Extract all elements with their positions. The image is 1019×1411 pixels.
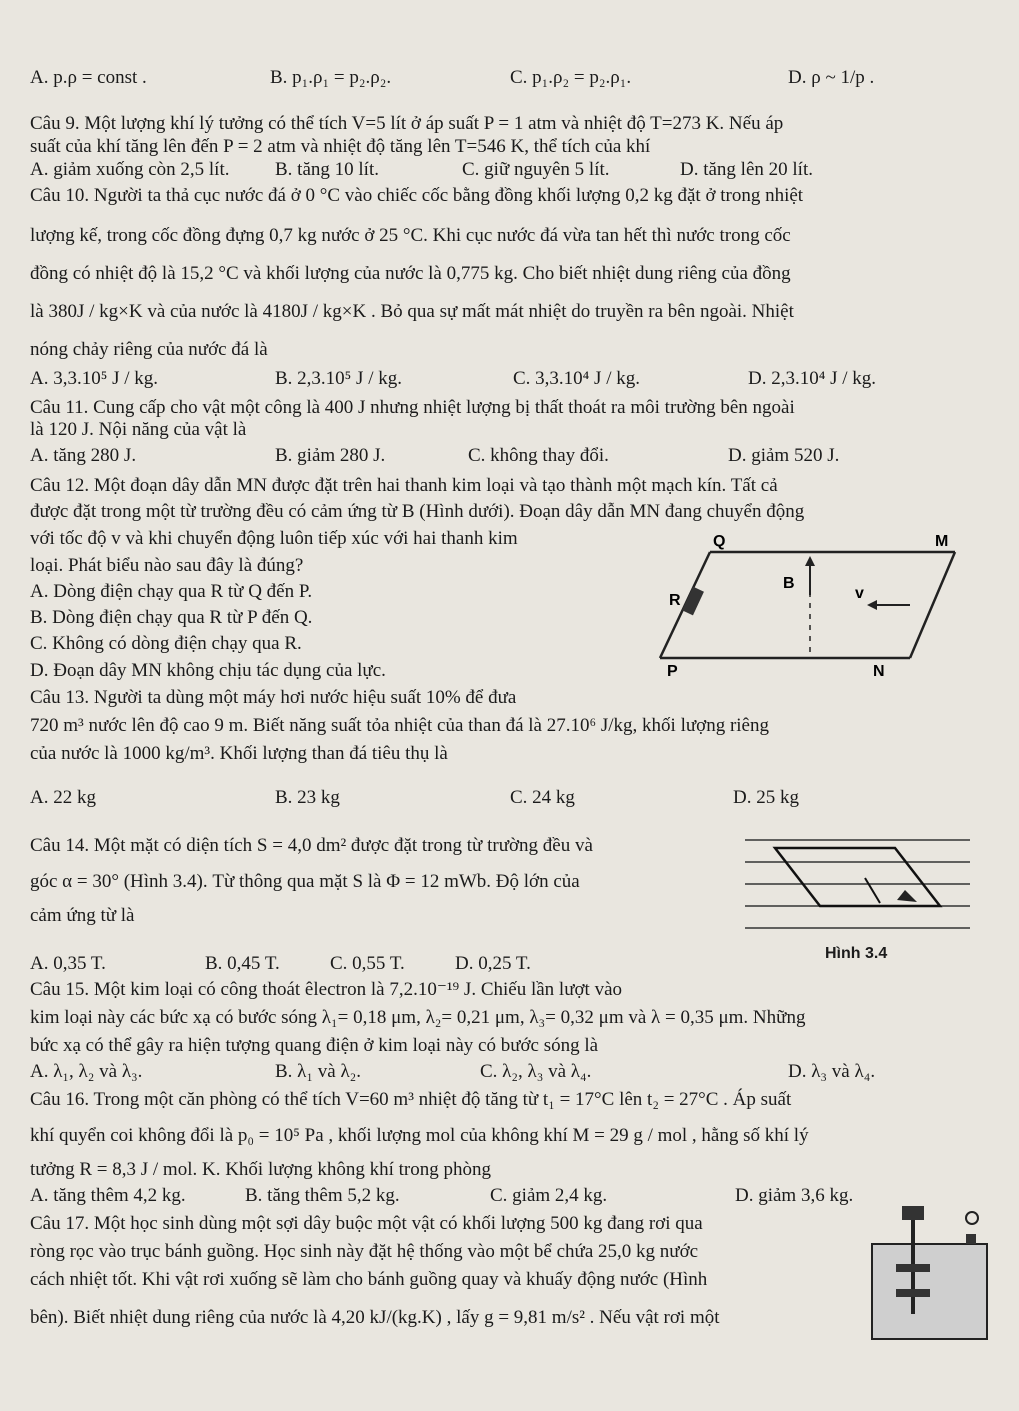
- q16-line1: Câu 16. Trong một căn phòng có thể tích V=60 m³ nhiệt độ tăng từ t₁ = 17°C lên t₂ = 27°C . Áp suất: [30, 1089, 792, 1110]
- q15-opt-d: D. λ₃ và λ₄.: [788, 1061, 876, 1082]
- fig-label-v: v: [855, 585, 864, 602]
- q12-line2: được đặt trong một từ trường đều có cảm ứng từ B (Hình dưới). Đoạn dây dẫn MN đang chuyển động: [30, 501, 805, 522]
- q12-line3: với tốc độ v và khi chuyển động luôn tiếp xúc với hai thanh kim: [30, 528, 518, 549]
- fig-label-m: M: [935, 533, 949, 550]
- mn-rod: [910, 552, 955, 658]
- pulley-housing: [902, 1206, 924, 1220]
- q16-opt-a: A. tăng thêm 4,2 kg.: [30, 1185, 186, 1206]
- v-arrow-icon: [867, 600, 877, 610]
- q14-line1: Câu 14. Một mặt có diện tích S = 4,0 dm² được đặt trong từ trường đều và: [30, 835, 593, 856]
- q17-line3: cách nhiệt tốt. Khi vật rơi xuống sẽ làm cho bánh guồng quay và khuấy động nước (Hình: [30, 1269, 708, 1290]
- q14-flux-figure: [745, 828, 975, 936]
- normal-arrow-icon: [897, 890, 917, 902]
- q16-line2: khí quyển coi không đổi là p₀ = 10⁵ Pa , khối lượng mol của không khí M = 29 g / mol , hằng số khí lý: [30, 1125, 809, 1146]
- q14-fig-caption: Hình 3.4: [825, 945, 888, 962]
- q11-opt-a: A. tăng 280 J.: [30, 445, 137, 466]
- q13-opt-d: D. 25 kg: [733, 787, 799, 808]
- q15-line2: kim loại này các bức xạ có bước sóng λ₁= 0,18 μm, λ₂= 0,21 μm, λ₃= 0,32 μm và λ = 0,35 μm. Những: [30, 1007, 806, 1028]
- q16-opt-b: B. tăng thêm 5,2 kg.: [245, 1185, 400, 1206]
- q14-opt-c: C. 0,55 T.: [330, 953, 405, 974]
- q14-opt-a: A. 0,35 T.: [30, 953, 106, 974]
- q12-opt-d: D. Đoạn dây MN không chịu tác dụng của lực.: [30, 660, 386, 681]
- falling-mass: [966, 1234, 976, 1244]
- q15-line3: bức xạ có thể gây ra hiện tượng quang điện ở kim loại này có bước sóng là: [30, 1035, 599, 1056]
- q15-opt-b: B. λ₁ và λ₂.: [275, 1061, 362, 1082]
- q10-opt-b: B. 2,3.10⁵ J / kg.: [275, 368, 402, 389]
- q16-line3: tưởng R = 8,3 J / mol. K. Khối lượng không khí trong phòng: [30, 1159, 491, 1180]
- q17-apparatus-figure: [862, 1204, 1012, 1344]
- q11-opt-b: B. giảm 280 J.: [275, 445, 386, 466]
- q10-line1: Câu 10. Người ta thả cục nước đá ở 0 °C vào chiếc cốc bằng đồng khối lượng 0,2 kg đặt ở trong nhiệt: [30, 185, 804, 206]
- q10-opt-d: D. 2,3.10⁴ J / kg.: [748, 368, 877, 389]
- q14-line3: cảm ứng từ là: [30, 905, 135, 926]
- q17-line4: bên). Biết nhiệt dung riêng của nước là 4,20 kJ/(kg.K) , lấy g = 9,81 m/s² . Nếu vật rơi một: [30, 1307, 720, 1328]
- b-arrow-icon: [805, 556, 815, 566]
- q12-opt-a: A. Dòng điện chạy qua R từ Q đến P.: [30, 581, 313, 602]
- q13-line2: 720 m³ nước lên độ cao 9 m. Biết năng suất tỏa nhiệt của than đá là 27.10⁶ J/kg, khối lượng riêng: [30, 715, 769, 736]
- q9-line2: suất của khí tăng lên đến P = 2 atm và nhiệt độ tăng lên T=546 K, thể tích của khí: [30, 136, 651, 157]
- q12-opt-c: C. Không có dòng điện chạy qua R.: [30, 633, 302, 654]
- q12-line4: loại. Phát biểu nào sau đây là đúng?: [30, 555, 304, 576]
- q12-opt-b: B. Dòng điện chạy qua R từ P đến Q.: [30, 607, 313, 628]
- q14-opt-d: D. 0,25 T.: [455, 953, 531, 974]
- pulley-icon: [966, 1212, 978, 1224]
- q9-opt-b: B. tăng 10 lít.: [275, 159, 379, 180]
- q10-opt-a: A. 3,3.10⁵ J / kg.: [30, 368, 159, 389]
- top-option-b: B. p₁.ρ₁ = p₂.ρ₂.: [270, 67, 392, 88]
- resistor-r: [682, 587, 704, 616]
- q10-line4: là 380J / kg×K và của nước là 4180J / kg×K . Bỏ qua sự mất mát nhiệt do truyền ra bên ngoài. Nhiệt: [30, 301, 794, 322]
- q15-line1: Câu 15. Một kim loại có công thoát êlectron là 7,2.10⁻¹⁹ J. Chiếu lần lượt vào: [30, 979, 623, 1000]
- top-option-d: D. ρ ~ 1/p .: [788, 67, 875, 88]
- q14-opt-b: B. 0,45 T.: [205, 953, 280, 974]
- top-option-a: A. p.ρ = const .: [30, 67, 147, 88]
- q10-opt-c: C. 3,3.10⁴ J / kg.: [513, 368, 640, 389]
- fig-label-n: N: [873, 663, 885, 680]
- q10-line5: nóng chảy riêng của nước đá là: [30, 339, 268, 360]
- surface-s: [775, 848, 940, 906]
- q10-line2: lượng kế, trong cốc đồng đựng 0,7 kg nước ở 25 °C. Khi cục nước đá vừa tan hết thì nước trong cốc: [30, 225, 791, 246]
- fig-label-p: P: [667, 663, 678, 680]
- fig-label-b: B: [783, 575, 795, 592]
- q12-circuit-figure: [655, 530, 985, 690]
- q9-opt-d: D. tăng lên 20 lít.: [680, 159, 813, 180]
- q10-line3: đồng có nhiệt độ là 15,2 °C và khối lượng của nước là 0,775 kg. Cho biết nhiệt dung riêng của đồng: [30, 263, 791, 284]
- fig-label-r: R: [669, 592, 681, 609]
- top-option-c: C. p₁.ρ₂ = p₂.ρ₁.: [510, 67, 632, 88]
- q9-opt-a: A. giảm xuống còn 2,5 lít.: [30, 159, 230, 180]
- q9-opt-c: C. giữ nguyên 5 lít.: [462, 159, 610, 180]
- fig-label-q: Q: [713, 533, 726, 550]
- q16-opt-d: D. giảm 3,6 kg.: [735, 1185, 854, 1206]
- q14-line2: góc α = 30° (Hình 3.4). Từ thông qua mặt S là Φ = 12 mWb. Độ lớn của: [30, 871, 580, 892]
- q13-opt-a: A. 22 kg: [30, 787, 96, 808]
- q11-line1: Câu 11. Cung cấp cho vật một công là 400 J nhưng nhiệt lượng bị thất thoát ra môi trường bên ngoài: [30, 397, 795, 418]
- q16-opt-c: C. giảm 2,4 kg.: [490, 1185, 608, 1206]
- q11-opt-d: D. giảm 520 J.: [728, 445, 840, 466]
- q11-line2: là 120 J. Nội năng của vật là: [30, 419, 247, 440]
- q9-line1: Câu 9. Một lượng khí lý tưởng có thể tích V=5 lít ở áp suất P = 1 atm và nhiệt độ T=273 K. Nếu áp: [30, 113, 784, 134]
- q13-opt-b: B. 23 kg: [275, 787, 340, 808]
- q11-opt-c: C. không thay đổi.: [468, 445, 609, 466]
- q15-opt-c: C. λ₂, λ₃ và λ₄.: [480, 1061, 592, 1082]
- q15-opt-a: A. λ₁, λ₂ và λ₃.: [30, 1061, 143, 1082]
- q12-line1: Câu 12. Một đoạn dây dẫn MN được đặt trên hai thanh kim loại và tạo thành một mạch kín. Tất cả: [30, 475, 778, 496]
- q17-line1: Câu 17. Một học sinh dùng một sợi dây buộc một vật có khối lượng 500 kg đang rơi qua: [30, 1213, 703, 1234]
- q13-line1: Câu 13. Người ta dùng một máy hơi nước hiệu suất 10% để đưa: [30, 687, 517, 708]
- q13-opt-c: C. 24 kg: [510, 787, 575, 808]
- q13-line3: của nước là 1000 kg/m³. Khối lượng than đá tiêu thụ là: [30, 743, 448, 764]
- q17-line2: ròng rọc vào trục bánh guồng. Học sinh này đặt hệ thống vào một bể chứa 25,0 kg nước: [30, 1241, 699, 1262]
